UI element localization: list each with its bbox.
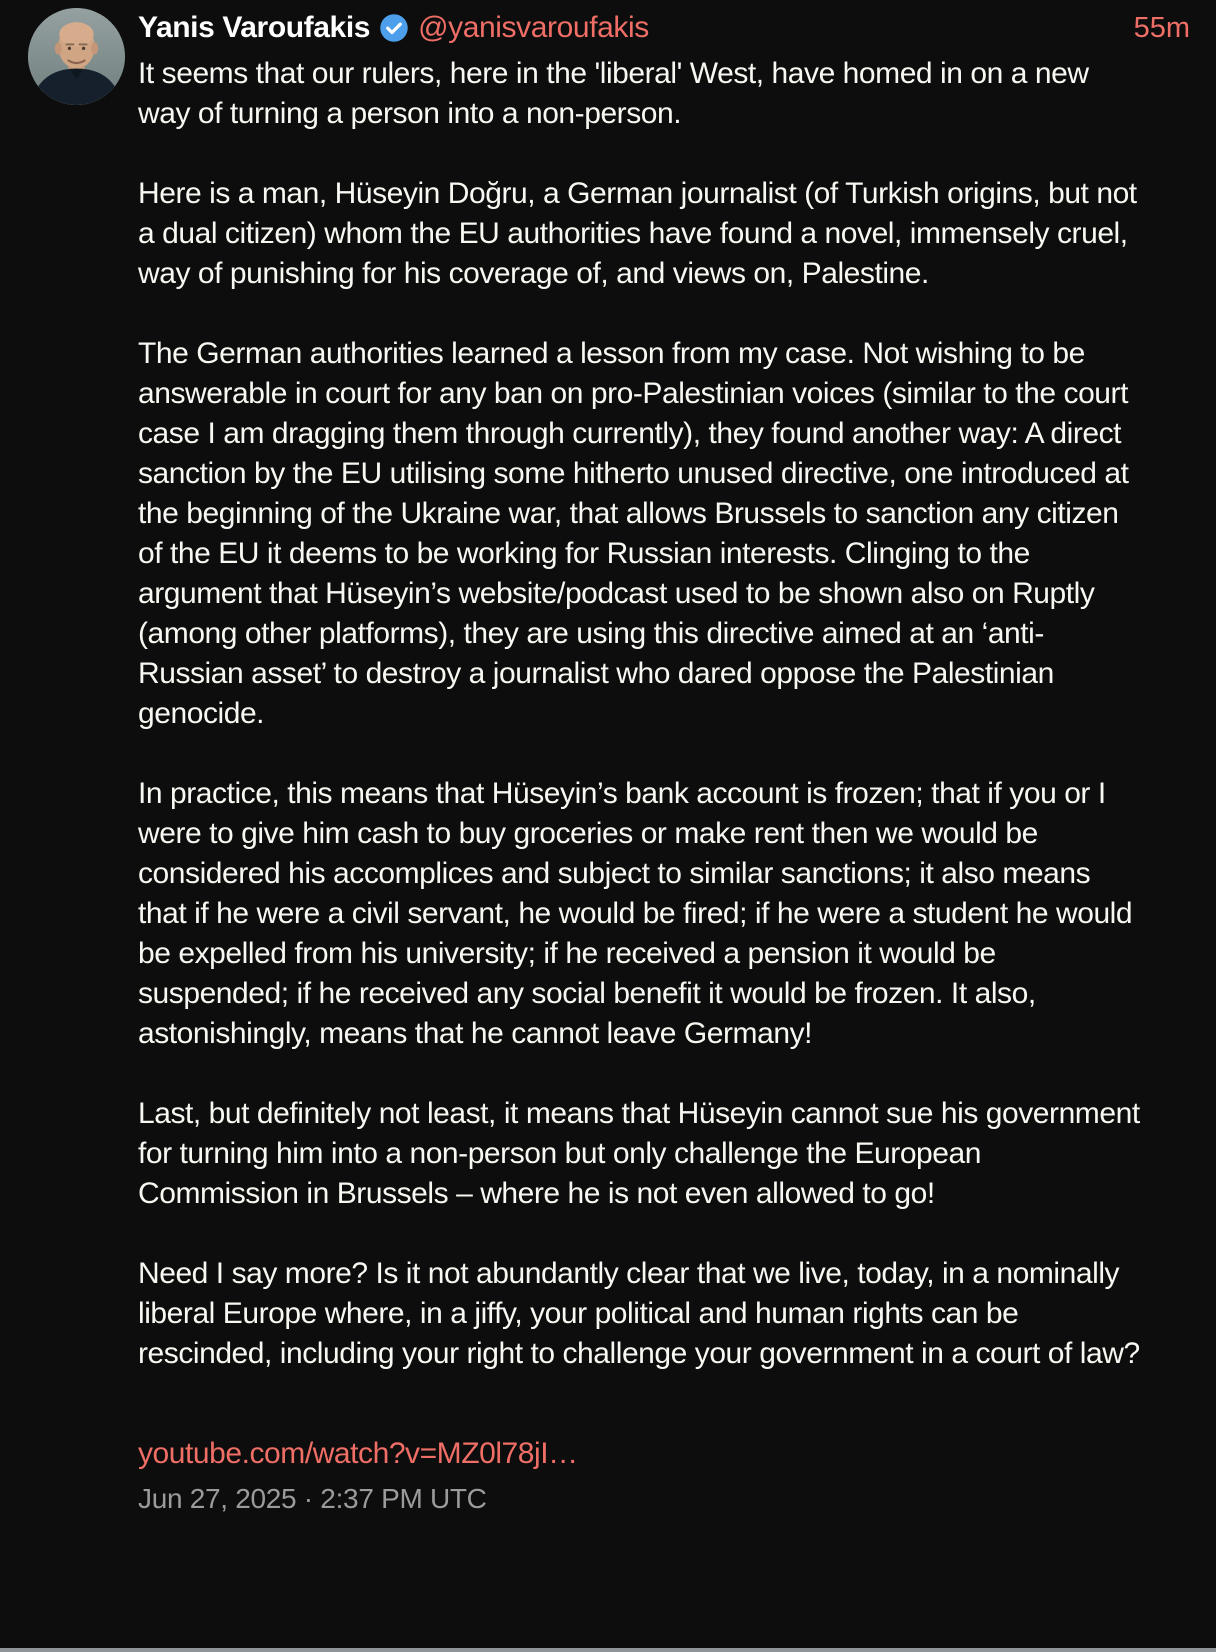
tweet-text-paragraph: It seems that our rulers, here in the 'liberal' West, have homed in on a new way of turning a person into a non-person. (138, 57, 1089, 130)
tweet-timestamp[interactable]: 55m (1133, 11, 1190, 44)
user-handle[interactable]: @yanisvaroufakis (418, 11, 649, 44)
tweet-date[interactable]: Jun 27, 2025 · 2:37 PM UTC (138, 1483, 487, 1514)
tweet-text-paragraph: Last, but definitely not least, it means that Hüseyin cannot sue his government for turning him into a non-person but only challenge the European Commission in Brussels – where he is not even allowed to go! (138, 1097, 1140, 1210)
tweet-header (138, 10, 1190, 46)
tweet-text-paragraph: In practice, this means that Hüseyin’s bank account is frozen; that if you or I were to give him cash to buy groceries or make rent then we would be considered his accomplices and subject to similar sanctions; it also means that if he were a civil servant, he would be fired; if he were a student he would be expelled from his university; if he received a pension it would be suspended; if he received any social benefit it would be frozen. It also, astonishingly, means that he cannot leave Germany! (138, 777, 1133, 1050)
tweet-text-paragraph: The German authorities learned a lesson from my case. Not wishing to be answerable in court for any ban on pro-Palestinian voices (similar to the court case I am dragging them through currently), they found another way: A direct sanction by the EU utilising some hitherto unused directive, one introduced at the beginning of the Ukraine war, that allows Brussels to sanction any citizen of the EU it deems to be working for Russian interests. Clinging to the argument that Hüseyin’s website/podcast used to be shown also on Ruptly (among other platforms), they are using this directive aimed at an ‘anti-Russian asset’ to destroy a journalist who dared oppose the Palestinian genocide. (138, 337, 1129, 730)
tweet-body (138, 54, 1143, 1374)
tweet-content (138, 8, 1190, 1516)
avatar-column (28, 8, 125, 105)
avatar-photo (28, 8, 125, 105)
tweet-text-paragraph: Need I say more? Is it not abundantly clear that we live, today, in a nominally liberal Europe where, in a jiffy, your political and human rights can be rescinded, including your right to challenge your government in a court of law? (138, 1257, 1140, 1370)
tweet-divider (0, 1648, 1216, 1652)
tweet-text-paragraph: Here is a man, Hüseyin Doğru, a German journalist (of Turkish origins, but not a dual citizen) whom the EU authorities have found a novel, immensely cruel, way of punishing for his coverage of, and views on, Palestine. (138, 177, 1137, 290)
youtube-link[interactable]: youtube.com/watch?v=MZ0l78jI… (138, 1437, 578, 1470)
verified-badge-icon (379, 13, 409, 43)
display-name[interactable]: Yanis Varoufakis (138, 11, 371, 44)
avatar[interactable] (28, 8, 125, 105)
